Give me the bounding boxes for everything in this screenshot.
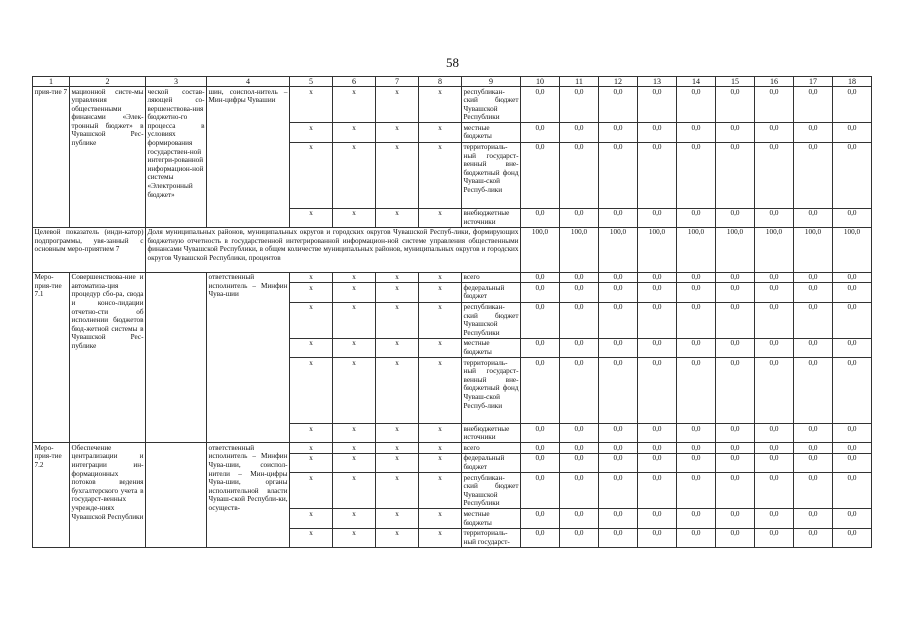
value-cell: 0,0 xyxy=(677,424,716,443)
value-cell: 0,0 xyxy=(794,142,833,208)
column-number-11: 11 xyxy=(560,77,599,87)
x-mark: x xyxy=(290,453,333,472)
value-cell: 0,0 xyxy=(677,123,716,142)
funding-source: местные бюджеты xyxy=(462,338,521,357)
value-cell: 0,0 xyxy=(560,87,599,123)
value-cell: 0,0 xyxy=(521,283,560,302)
x-mark: x xyxy=(333,358,376,424)
value-cell: 0,0 xyxy=(794,443,833,454)
measure-executor: ответственный исполнитель – Минфин Чува-шии, соиспол-нители – Мин-цифры Чува-шии, органы исполнительной власти Чуваш-ской Республи-ки, осуществ- xyxy=(207,443,290,548)
value-cell: 0,0 xyxy=(716,358,755,424)
value-cell: 0,0 xyxy=(755,473,794,509)
funding-source: внебюджетные источники xyxy=(462,424,521,443)
value-cell: 0,0 xyxy=(638,208,677,227)
value-cell: 0,0 xyxy=(560,272,599,283)
x-mark: x xyxy=(419,87,462,123)
value-cell: 0,0 xyxy=(521,302,560,338)
value-cell: 0,0 xyxy=(560,473,599,509)
x-mark: x xyxy=(376,87,419,123)
measure-id: Меро-прия-тие 7.1 xyxy=(33,272,70,443)
x-mark: x xyxy=(290,142,333,208)
value-cell: 0,0 xyxy=(833,443,872,454)
value-cell: 0,0 xyxy=(755,424,794,443)
value-cell: 0,0 xyxy=(716,302,755,338)
value-cell: 0,0 xyxy=(833,473,872,509)
value-cell: 0,0 xyxy=(599,283,638,302)
funding-source: местные бюджеты xyxy=(462,509,521,528)
column-number-3: 3 xyxy=(146,77,207,87)
value-cell: 0,0 xyxy=(677,528,716,547)
x-mark: x xyxy=(290,358,333,424)
x-mark: x xyxy=(419,528,462,547)
x-mark: x xyxy=(333,302,376,338)
value-cell: 0,0 xyxy=(560,338,599,357)
value-cell: 0,0 xyxy=(638,302,677,338)
column-number-9: 9 xyxy=(462,77,521,87)
value-cell: 0,0 xyxy=(677,473,716,509)
value-cell: 0,0 xyxy=(599,208,638,227)
x-mark: x xyxy=(333,443,376,454)
value-cell: 0,0 xyxy=(755,453,794,472)
column-number-row xyxy=(33,77,872,87)
x-mark: x xyxy=(419,358,462,424)
value-cell: 0,0 xyxy=(794,453,833,472)
x-mark: x xyxy=(290,272,333,283)
value-cell: 0,0 xyxy=(638,528,677,547)
value-cell: 0,0 xyxy=(599,443,638,454)
x-mark: x xyxy=(376,208,419,227)
value-cell: 0,0 xyxy=(677,208,716,227)
x-mark: x xyxy=(333,123,376,142)
value-cell: 0,0 xyxy=(521,528,560,547)
value-cell: 0,0 xyxy=(755,443,794,454)
measure-id: Меро-прия-тие 7.2 xyxy=(33,443,70,548)
value-cell: 0,0 xyxy=(638,87,677,123)
value-cell: 0,0 xyxy=(560,302,599,338)
target-indicator-label: Целевой показатель (инди-катор) подпрограммы, увя-занный с основным меро-приятием 7 xyxy=(33,227,146,272)
value-cell: 0,0 xyxy=(599,142,638,208)
x-mark: x xyxy=(376,424,419,443)
value-cell: 0,0 xyxy=(755,283,794,302)
value-cell: 0,0 xyxy=(677,142,716,208)
measure-goal xyxy=(146,443,207,548)
value-cell: 0,0 xyxy=(560,123,599,142)
value-cell: 0,0 xyxy=(638,283,677,302)
x-mark: x xyxy=(333,87,376,123)
value-cell: 0,0 xyxy=(833,87,872,123)
value-cell: 0,0 xyxy=(560,283,599,302)
value-cell: 0,0 xyxy=(794,302,833,338)
x-mark: x xyxy=(419,302,462,338)
value-cell: 0,0 xyxy=(677,338,716,357)
value-cell: 0,0 xyxy=(794,123,833,142)
x-mark: x xyxy=(419,509,462,528)
value-cell: 0,0 xyxy=(521,87,560,123)
value-cell: 0,0 xyxy=(599,338,638,357)
measure-title: мационной систе-мы управления общественными финансами «Элек-тронный бюджет» в Чувашской Рес-публике xyxy=(70,87,146,228)
column-number-1: 1 xyxy=(33,77,70,87)
x-mark: x xyxy=(333,424,376,443)
value-cell: 0,0 xyxy=(677,358,716,424)
x-mark: x xyxy=(333,208,376,227)
value-cell: 0,0 xyxy=(794,272,833,283)
x-mark: x xyxy=(376,453,419,472)
funding-source: республикан-ский бюджет Чувашской Республики xyxy=(463,473,519,508)
value-cell: 0,0 xyxy=(755,272,794,283)
value-cell: 0,0 xyxy=(755,142,794,208)
value-cell: 0,0 xyxy=(599,509,638,528)
funding-source: внебюджетные источники xyxy=(462,208,521,227)
value-cell: 0,0 xyxy=(677,283,716,302)
value-cell: 0,0 xyxy=(560,142,599,208)
value-cell: 0,0 xyxy=(599,87,638,123)
x-mark: x xyxy=(376,358,419,424)
value-cell: 0,0 xyxy=(638,358,677,424)
value-cell: 0,0 xyxy=(755,87,794,123)
value-cell: 0,0 xyxy=(599,528,638,547)
value-cell: 0,0 xyxy=(833,453,872,472)
x-mark: x xyxy=(419,338,462,357)
value-cell: 0,0 xyxy=(716,424,755,443)
value-cell: 0,0 xyxy=(833,272,872,283)
value-cell: 0,0 xyxy=(638,338,677,357)
column-number-15: 15 xyxy=(716,77,755,87)
funding-source: федеральный бюджет xyxy=(462,283,521,302)
x-mark: x xyxy=(333,272,376,283)
target-indicator-row xyxy=(33,227,872,272)
measure-id: прия-тие 7 xyxy=(33,87,70,228)
x-mark: x xyxy=(376,142,419,208)
value-cell: 0,0 xyxy=(677,453,716,472)
column-number-6: 6 xyxy=(333,77,376,87)
program-table xyxy=(32,76,872,548)
value-cell: 0,0 xyxy=(794,509,833,528)
x-mark: x xyxy=(333,453,376,472)
x-mark: x xyxy=(419,142,462,208)
x-mark: x xyxy=(333,528,376,547)
x-mark: x xyxy=(290,424,333,443)
value-cell: 0,0 xyxy=(599,358,638,424)
x-mark: x xyxy=(333,142,376,208)
measure-executor: ответственный исполнитель – Минфин Чува-шии xyxy=(207,272,290,443)
value-cell: 0,0 xyxy=(560,443,599,454)
value-cell: 0,0 xyxy=(638,509,677,528)
x-mark: x xyxy=(419,424,462,443)
value-cell: 0,0 xyxy=(560,358,599,424)
column-number-12: 12 xyxy=(599,77,638,87)
x-mark: x xyxy=(376,509,419,528)
value-cell: 0,0 xyxy=(716,453,755,472)
value-cell: 0,0 xyxy=(716,87,755,123)
target-value-cell: 100,0 xyxy=(833,227,872,272)
value-cell: 0,0 xyxy=(833,424,872,443)
column-number-16: 16 xyxy=(755,77,794,87)
page-number: 58 xyxy=(446,55,459,70)
measure-title: Совершенствова-ние и автоматиза-ция процедур сбо-ра, свода и консо-лидации отчетно-сти об исполнении бюджетов бюд-жетной системы в Чувашской Рес-публике xyxy=(70,272,146,443)
x-mark: x xyxy=(419,443,462,454)
value-cell: 0,0 xyxy=(794,208,833,227)
value-cell: 0,0 xyxy=(794,424,833,443)
x-mark: x xyxy=(376,338,419,357)
column-number-5: 5 xyxy=(290,77,333,87)
value-cell: 0,0 xyxy=(521,338,560,357)
value-cell: 0,0 xyxy=(677,272,716,283)
value-cell: 0,0 xyxy=(716,443,755,454)
funding-source: всего xyxy=(462,443,521,454)
value-cell: 0,0 xyxy=(833,208,872,227)
value-cell: 0,0 xyxy=(599,473,638,509)
value-cell: 0,0 xyxy=(833,509,872,528)
value-cell: 0,0 xyxy=(638,272,677,283)
target-value-cell: 100,0 xyxy=(521,227,560,272)
value-cell: 0,0 xyxy=(833,528,872,547)
x-mark: x xyxy=(376,443,419,454)
x-mark: x xyxy=(333,473,376,509)
target-value-cell: 100,0 xyxy=(638,227,677,272)
value-cell: 0,0 xyxy=(560,528,599,547)
value-cell: 0,0 xyxy=(521,272,560,283)
value-cell: 0,0 xyxy=(794,87,833,123)
value-cell: 0,0 xyxy=(716,528,755,547)
value-cell: 0,0 xyxy=(560,208,599,227)
funding-source: местные бюджеты xyxy=(462,123,521,142)
value-cell: 0,0 xyxy=(521,142,560,208)
x-mark: x xyxy=(376,302,419,338)
x-mark: x xyxy=(376,272,419,283)
value-cell: 0,0 xyxy=(638,473,677,509)
target-value-cell: 100,0 xyxy=(794,227,833,272)
value-cell: 0,0 xyxy=(755,358,794,424)
value-cell: 0,0 xyxy=(599,272,638,283)
value-cell: 0,0 xyxy=(599,302,638,338)
value-cell: 0,0 xyxy=(638,123,677,142)
x-mark: x xyxy=(419,123,462,142)
x-mark: x xyxy=(333,338,376,357)
value-cell: 0,0 xyxy=(677,509,716,528)
value-cell: 0,0 xyxy=(833,302,872,338)
column-number-17: 17 xyxy=(794,77,833,87)
x-mark: x xyxy=(290,473,333,509)
value-cell: 0,0 xyxy=(755,208,794,227)
value-cell: 0,0 xyxy=(755,528,794,547)
value-cell: 0,0 xyxy=(521,443,560,454)
column-number-13: 13 xyxy=(638,77,677,87)
value-cell: 0,0 xyxy=(794,338,833,357)
x-mark: x xyxy=(419,283,462,302)
value-cell: 0,0 xyxy=(755,123,794,142)
value-cell: 0,0 xyxy=(521,424,560,443)
target-value-cell: 100,0 xyxy=(716,227,755,272)
funding-source: республикан-ский бюджет Чувашской Республики xyxy=(463,87,519,122)
value-cell: 0,0 xyxy=(833,123,872,142)
target-indicator-text: Доля муниципальных районов, муниципальных округов и городских округов Чувашской Респуб-лики, формирующих бюджетную отчетность в государственной интегрированной информацион-ной системе управления общественными финансами Чувашской Республики, в общем количестве муниципальных районов, муниципальных округов и городских округов Чувашской Республики, процентов xyxy=(146,227,521,272)
value-cell: 0,0 xyxy=(794,358,833,424)
measure-goal xyxy=(146,272,207,443)
x-mark: x xyxy=(419,272,462,283)
column-number-18: 18 xyxy=(833,77,872,87)
value-cell: 0,0 xyxy=(833,283,872,302)
funding-source: республикан-ский бюджет Чувашской Республики xyxy=(463,303,519,337)
value-cell: 0,0 xyxy=(521,453,560,472)
value-cell: 0,0 xyxy=(560,453,599,472)
value-cell: 0,0 xyxy=(677,302,716,338)
x-mark: x xyxy=(376,283,419,302)
value-cell: 0,0 xyxy=(794,528,833,547)
value-cell: 0,0 xyxy=(716,142,755,208)
value-cell: 0,0 xyxy=(560,509,599,528)
value-cell: 0,0 xyxy=(677,87,716,123)
value-cell: 0,0 xyxy=(638,443,677,454)
value-cell: 0,0 xyxy=(677,443,716,454)
value-cell: 0,0 xyxy=(755,338,794,357)
value-cell: 0,0 xyxy=(560,424,599,443)
x-mark: x xyxy=(333,509,376,528)
value-cell: 0,0 xyxy=(638,453,677,472)
x-mark: x xyxy=(333,283,376,302)
column-number-10: 10 xyxy=(521,77,560,87)
x-mark: x xyxy=(290,283,333,302)
value-cell: 0,0 xyxy=(716,473,755,509)
x-mark: x xyxy=(290,528,333,547)
value-cell: 0,0 xyxy=(755,302,794,338)
x-mark: x xyxy=(376,123,419,142)
x-mark: x xyxy=(290,443,333,454)
table-row xyxy=(33,87,872,123)
table-row xyxy=(33,443,872,454)
value-cell: 0,0 xyxy=(599,424,638,443)
x-mark: x xyxy=(290,208,333,227)
funding-source: всего xyxy=(462,272,521,283)
funding-source: территориаль-ный государст-венный вне-бюджетный фонд Чуваш-ской Респуб-лики xyxy=(462,358,521,424)
value-cell: 0,0 xyxy=(833,338,872,357)
value-cell: 0,0 xyxy=(755,509,794,528)
target-value-cell: 100,0 xyxy=(560,227,599,272)
value-cell: 0,0 xyxy=(833,358,872,424)
value-cell: 0,0 xyxy=(521,123,560,142)
value-cell: 0,0 xyxy=(599,123,638,142)
column-number-14: 14 xyxy=(677,77,716,87)
column-number-4: 4 xyxy=(207,77,290,87)
value-cell: 0,0 xyxy=(638,142,677,208)
value-cell: 0,0 xyxy=(794,473,833,509)
value-cell: 0,0 xyxy=(716,208,755,227)
column-number-8: 8 xyxy=(419,77,462,87)
value-cell: 0,0 xyxy=(716,338,755,357)
x-mark: x xyxy=(290,302,333,338)
value-cell: 0,0 xyxy=(833,142,872,208)
value-cell: 0,0 xyxy=(521,208,560,227)
measure-goal: ческой состав-ляющей со-вершенствова-ния бюджетно-го процесса в условиях формирования государствен-ной интегри-рованной информацион-ной системы «Электронный бюджет» xyxy=(146,87,207,228)
x-mark: x xyxy=(290,123,333,142)
measure-title: Обеспечение централизации и интеграции ин-формационных потоков ведения бухгалтерского учета в государст-венных учрежде-ниях Чувашской Республики xyxy=(70,443,146,548)
value-cell: 0,0 xyxy=(599,453,638,472)
x-mark: x xyxy=(419,208,462,227)
value-cell: 0,0 xyxy=(521,358,560,424)
value-cell: 0,0 xyxy=(521,473,560,509)
value-cell: 0,0 xyxy=(716,283,755,302)
funding-source: федеральный бюджет xyxy=(462,453,521,472)
value-cell: 0,0 xyxy=(794,283,833,302)
value-cell: 0,0 xyxy=(521,509,560,528)
target-value-cell: 100,0 xyxy=(755,227,794,272)
column-number-2: 2 xyxy=(70,77,146,87)
x-mark: x xyxy=(290,338,333,357)
value-cell: 0,0 xyxy=(716,272,755,283)
table-row xyxy=(33,272,872,283)
x-mark: x xyxy=(376,528,419,547)
value-cell: 0,0 xyxy=(716,509,755,528)
value-cell: 0,0 xyxy=(638,424,677,443)
value-cell: 0,0 xyxy=(716,123,755,142)
column-number-7: 7 xyxy=(376,77,419,87)
x-mark: x xyxy=(290,509,333,528)
x-mark: x xyxy=(290,87,333,123)
funding-source: территориаль-ный государст- xyxy=(462,528,521,547)
x-mark: x xyxy=(376,473,419,509)
target-value-cell: 100,0 xyxy=(599,227,638,272)
funding-source: территориаль-ный государст-венный вне-бюджетный фонд Чуваш-ской Респуб-лики xyxy=(462,142,521,208)
measure-executor: шин, соиспол-нитель – Мин-цифры Чувашии xyxy=(207,87,290,228)
table-body xyxy=(33,77,872,548)
x-mark: x xyxy=(419,473,462,509)
x-mark: x xyxy=(419,453,462,472)
target-value-cell: 100,0 xyxy=(677,227,716,272)
